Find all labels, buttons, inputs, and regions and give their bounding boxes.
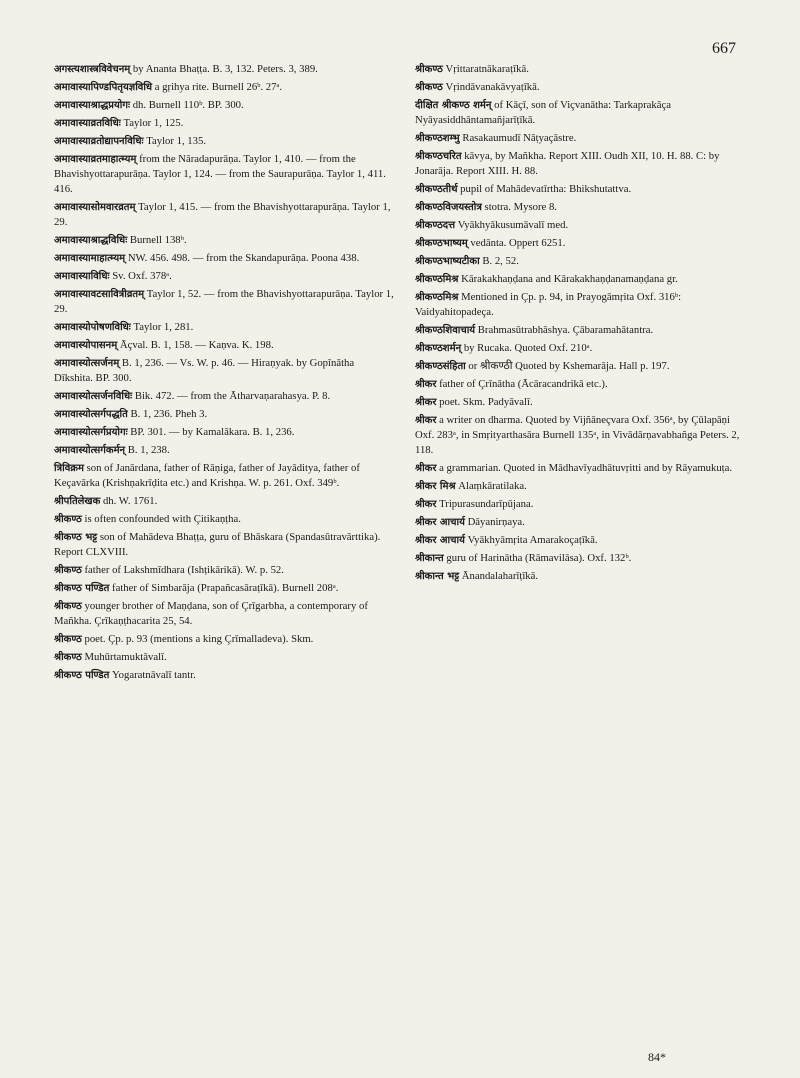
entry-text: Vṛittaratnākaraṭīkā.	[445, 63, 529, 75]
entry-headword: अमावास्योपोषणविधिः	[54, 322, 131, 333]
dictionary-entry	[54, 98, 394, 113]
dictionary-entry	[54, 599, 394, 629]
entry-text: Kārakakhaṇḍana and Kārakakhaṇḍanamaṇḍana gr.	[461, 273, 678, 285]
entry-headword: श्रीपतिलेखक	[54, 496, 101, 507]
entry-headword: श्रीकण्ठभाष्यटीका	[415, 256, 480, 267]
entry-headword: श्रीकर	[415, 499, 437, 510]
dictionary-entry	[54, 389, 394, 404]
entry-text: dh. Burnell 110ᵇ. BP. 300.	[132, 99, 244, 111]
entry-text: B. 1, 236. Pheh 3.	[130, 408, 208, 420]
entry-text: Taylor 1, 281.	[133, 321, 194, 333]
dictionary-entry	[415, 533, 745, 548]
entry-headword: दीक्षित श्रीकण्ठ शर्मन्	[415, 100, 492, 111]
entry-headword: श्रीकण्ठ	[54, 514, 82, 525]
entry-text: stotra. Mysore 8.	[484, 201, 557, 213]
entry-headword: अमावास्यापिण्डपितृयज्ञविधि	[54, 82, 153, 93]
dictionary-entry	[415, 323, 745, 338]
entry-text: father of Simbarāja (Prapañcasāraṭīkā). Burnell 208ᵃ.	[112, 582, 339, 594]
dictionary-entry	[54, 632, 394, 647]
entry-headword: श्रीकण्ठमिश्र	[415, 292, 459, 303]
footer-mark: 84*	[648, 1050, 666, 1064]
entry-text: kāvya, by Mañkha. Report XIII. Oudh XII, 10. H. 88. C: by Jonarāja. Report XIII. H. 88.	[415, 150, 720, 177]
dictionary-entry	[415, 272, 745, 287]
entry-headword: श्रीकर	[415, 463, 437, 474]
entry-text: dh. W. 1761.	[102, 495, 158, 507]
dictionary-entry	[54, 650, 394, 665]
entry-headword: श्रीकण्ठसंहिता	[415, 361, 466, 372]
entry-text: Brahmasūtrabhāshya. Çābaramahātantra.	[477, 324, 654, 336]
entry-headword: श्रीकण्ठमिश्र	[415, 274, 459, 285]
entry-text: poet. Skm. Padyāvalī.	[439, 396, 533, 408]
entry-headword: श्रीकान्त भट्ट	[415, 571, 460, 582]
dictionary-entry	[54, 425, 394, 440]
dictionary-entry	[415, 497, 745, 512]
dictionary-entry	[54, 443, 394, 458]
entry-text: Vyākhyāmṛita Amarakoçaṭīkā.	[467, 534, 598, 546]
entry-text: by Ananta Bhaṭṭa. B. 3, 132. Peters. 3, 389.	[132, 63, 318, 75]
dictionary-entry	[54, 461, 394, 491]
entry-text: Taylor 1, 125.	[123, 117, 184, 129]
dictionary-entry	[54, 287, 394, 317]
dictionary-entry	[54, 563, 394, 578]
entry-headword: अमावास्यामाहात्म्यम्	[54, 253, 126, 264]
entry-headword: श्रीकण्ठ	[54, 601, 82, 612]
entry-text: from the Nāradapurāṇa. Taylor 1, 410. — from the Bhavishyottarapurāṇa. Taylor 1, 124. — from the Saurapurāṇa. Taylor 1, 411. 416.	[54, 153, 386, 195]
right-column	[415, 62, 745, 587]
entry-headword: त्रिविक्रम	[54, 463, 84, 474]
entry-headword: श्रीकण्ठ	[54, 652, 82, 663]
entry-headword: अमावास्याश्राद्धप्रयोगः	[54, 100, 131, 111]
entry-text: a grammarian. Quoted in Mādhavīyadhātuvṛitti and by Rāyamukuṭa.	[439, 462, 733, 474]
entry-text: son of Mahādeva Bhaṭṭa, guru of Bhāskara (Spandasūtravārttika). Report CLXVIII.	[54, 531, 381, 558]
entry-text: pupil of Mahādevatīrtha: Bhikshutattva.	[460, 183, 632, 195]
dictionary-entry	[415, 182, 745, 197]
entry-text: Yogaratnāvalī tantr.	[112, 669, 196, 681]
entry-headword: अगस्त्यशास्त्रविवेचनम्	[54, 64, 131, 75]
dictionary-entry	[54, 494, 394, 509]
dictionary-entry	[54, 233, 394, 248]
entry-headword: अमावास्याश्राद्धविधिः	[54, 235, 128, 246]
entry-headword: अमावास्यासोमवारव्रतम्	[54, 202, 136, 213]
dictionary-entry	[54, 338, 394, 353]
entry-headword: श्रीकर मिश्र	[415, 481, 456, 492]
entry-text: a writer on dharma. Quoted by Vijñāneçvara Oxf. 356ᵃ, by Çūlapāṇi Oxf. 283ᵃ, in Smṛityarthasāra Burnell 135ᵃ, in Vivādārṇavabhañga Peters. 2, 118.	[415, 414, 740, 456]
dictionary-entry	[54, 269, 394, 284]
dictionary-entry	[54, 80, 394, 95]
entry-text: Ānandalaharīṭīkā.	[461, 570, 539, 582]
entry-headword: अमावास्योत्सर्गप्रयोगः	[54, 427, 128, 438]
entry-text: by Rucaka. Quoted Oxf. 210ᵃ.	[463, 342, 593, 354]
entry-text: Muhūrtamuktāvalī.	[84, 651, 167, 663]
dictionary-entry	[415, 62, 745, 77]
dictionary-entry	[415, 341, 745, 356]
entry-headword: अमावास्योत्सर्गकर्मन्	[54, 445, 126, 456]
entry-text: B. 1, 238.	[127, 444, 170, 456]
dictionary-entry	[54, 152, 394, 197]
dictionary-entry	[415, 479, 745, 494]
entry-text: Mentioned in Çp. p. 94, in Prayogāmṛita Oxf. 316ᵇ: Vaidyahitopadeça.	[415, 291, 682, 318]
page-number: 667	[712, 40, 736, 57]
dictionary-entry	[415, 461, 745, 476]
dictionary-entry	[54, 200, 394, 230]
dictionary-entry	[415, 80, 745, 95]
entry-headword: श्रीकण्ठशर्मन्	[415, 343, 462, 354]
dictionary-entry	[54, 356, 394, 386]
entry-text: Vṛindāvanakāvyaṭīkā.	[445, 81, 540, 93]
entry-text: of Kāçī, son of Viçvanātha: Tarkaprakāça Nyāyasiddhāntamañjarīṭīkā.	[415, 99, 671, 126]
entry-headword: अमावास्याव्रतविधिः	[54, 118, 121, 129]
dictionary-entry	[54, 134, 394, 149]
entry-text: poet. Çp. p. 93 (mentions a king Çrīmalladeva). Skm.	[84, 633, 314, 645]
dictionary-entry	[415, 515, 745, 530]
entry-headword: श्रीकण्ठ भट्ट	[54, 532, 98, 543]
entry-text: father of Çrīnātha (Ācāracandrikā etc.).	[439, 378, 608, 390]
entry-text: younger brother of Maṇḍana, son of Çrīgarbha, a contemporary of Mañkha. Çrīkaṇṭhacarita 25, 54.	[54, 600, 368, 627]
entry-headword: श्रीकण्ठ	[54, 634, 82, 645]
dictionary-entry	[54, 512, 394, 527]
entry-text: NW. 456. 498. — from the Skandapurāṇa. Poona 438.	[127, 252, 360, 264]
entry-headword: अमावास्योत्सर्गपद्धति	[54, 409, 128, 420]
entry-text: Āçval. B. 1, 158. — Kaṇva. K. 198.	[119, 339, 274, 351]
entry-text: or श्रीकण्ठी Quoted by Kshemarāja. Hall p. 197.	[468, 360, 670, 372]
dictionary-entry	[415, 98, 745, 128]
entry-headword: श्रीकण्ठशम्भु	[415, 133, 460, 144]
dictionary-entry	[415, 149, 745, 179]
entry-headword: श्रीकण्ठ	[415, 82, 443, 93]
dictionary-entry	[415, 200, 745, 215]
entry-text: guru of Harinātha (Rāmavilāsa). Oxf. 132ᵇ.	[446, 552, 632, 564]
entry-text: Bik. 472. — from the Ātharvaṇarahasya. P. 8.	[134, 390, 331, 402]
entry-text: Taylor 1, 52. — from the Bhavishyottarapurāṇa. Taylor 1, 29.	[54, 288, 394, 315]
dictionary-entry	[54, 407, 394, 422]
entry-text: Rasakaumudī Nāṭyaçāstre.	[462, 132, 577, 144]
dictionary-entry	[415, 359, 745, 374]
dictionary-entry	[415, 377, 745, 392]
entry-text: a gṛihya rite. Burnell 26ᵇ. 27ᵃ.	[154, 81, 283, 93]
dictionary-entry	[415, 413, 745, 458]
dictionary-entry	[54, 320, 394, 335]
dictionary-entry	[415, 218, 745, 233]
entry-text: B. 1, 236. — Vs. W. p. 46. — Hiraṇyak. by Gopīnātha Dīkshita. BP. 300.	[54, 357, 355, 384]
dictionary-entry	[415, 131, 745, 146]
entry-text: Burnell 138ᵇ.	[129, 234, 187, 246]
entry-headword: अमावास्योत्सर्जनविधिः	[54, 391, 133, 402]
entry-headword: श्रीकण्ठ	[415, 64, 443, 75]
dictionary-entry	[54, 668, 394, 683]
entry-text: son of Janārdana, father of Rāṇiga, father of Jayāditya, father of Keçavārka (Krishṇakrīḍita etc.) and Krishṇa. W. p. 261. Oxf. 349ᵇ.	[54, 462, 360, 489]
entry-text: B. 2, 52.	[482, 255, 519, 267]
entry-headword: श्रीकर	[415, 415, 437, 426]
entry-headword: अमावास्योपासनम्	[54, 340, 118, 351]
entry-headword: अमावास्यावटसावित्रीव्रतम्	[54, 289, 145, 300]
entry-headword: अमावास्याविधिः	[54, 271, 110, 282]
entry-text: Taylor 1, 415. — from the Bhavishyottarapurāṇa. Taylor 1, 29.	[54, 201, 391, 228]
entry-headword: श्रीकर	[415, 379, 437, 390]
entry-text: is often confounded with Çitikaṇṭha.	[84, 513, 241, 525]
entry-headword: श्रीकर आचार्य	[415, 517, 465, 528]
dictionary-entry	[54, 251, 394, 266]
entry-headword: श्रीकर आचार्य	[415, 535, 465, 546]
entry-text: Dāyanirṇaya.	[467, 516, 525, 528]
entry-text: Taylor 1, 135.	[146, 135, 207, 147]
entry-text: Vyākhyākusumāvalī med.	[457, 219, 569, 231]
entry-headword: अमावास्याव्रतोद्यापनविधिः	[54, 136, 144, 147]
entry-headword: श्रीकण्ठभाष्यम्	[415, 238, 468, 249]
entry-headword: श्रीकण्ठ	[54, 565, 82, 576]
dictionary-entry	[415, 236, 745, 251]
dictionary-entry	[54, 62, 394, 77]
entry-headword: श्रीकण्ठशिवाचार्य	[415, 325, 476, 336]
left-column	[54, 62, 394, 686]
entry-headword: अमावास्योत्सर्जनम्	[54, 358, 120, 369]
entry-text: father of Lakshmīdhara (Ishṭikārikā). W. p. 52.	[84, 564, 284, 576]
entry-headword: श्रीकण्ठतीर्थ	[415, 184, 458, 195]
entry-headword: श्रीकण्ठ पण्डित	[54, 670, 110, 681]
entry-text: Tripurasundarīpūjana.	[439, 498, 534, 510]
dictionary-entry	[415, 395, 745, 410]
entry-headword: श्रीकर	[415, 397, 437, 408]
entry-headword: श्रीकण्ठ पण्डित	[54, 583, 110, 594]
dictionary-entry	[415, 569, 745, 584]
entry-headword: श्रीकण्ठविजयस्तोत्र	[415, 202, 482, 213]
entry-text: vedānta. Oppert 6251.	[470, 237, 566, 249]
entry-text: BP. 301. — by Kamalākara. B. 1, 236.	[130, 426, 295, 438]
entry-headword: श्रीकान्त	[415, 553, 444, 564]
dictionary-entry	[54, 581, 394, 596]
dictionary-entry	[54, 116, 394, 131]
entry-text: Sv. Oxf. 378ᵃ.	[112, 270, 172, 282]
dictionary-entry	[415, 290, 745, 320]
entry-headword: अमावास्याव्रतमाहात्म्यम्	[54, 154, 137, 165]
dictionary-entry	[54, 530, 394, 560]
dictionary-entry	[415, 254, 745, 269]
dictionary-entry	[415, 551, 745, 566]
entry-text: Alaṃkāratilaka.	[458, 480, 527, 492]
entry-headword: श्रीकण्ठचरित	[415, 151, 462, 162]
entry-headword: श्रीकण्ठदत्त	[415, 220, 456, 231]
